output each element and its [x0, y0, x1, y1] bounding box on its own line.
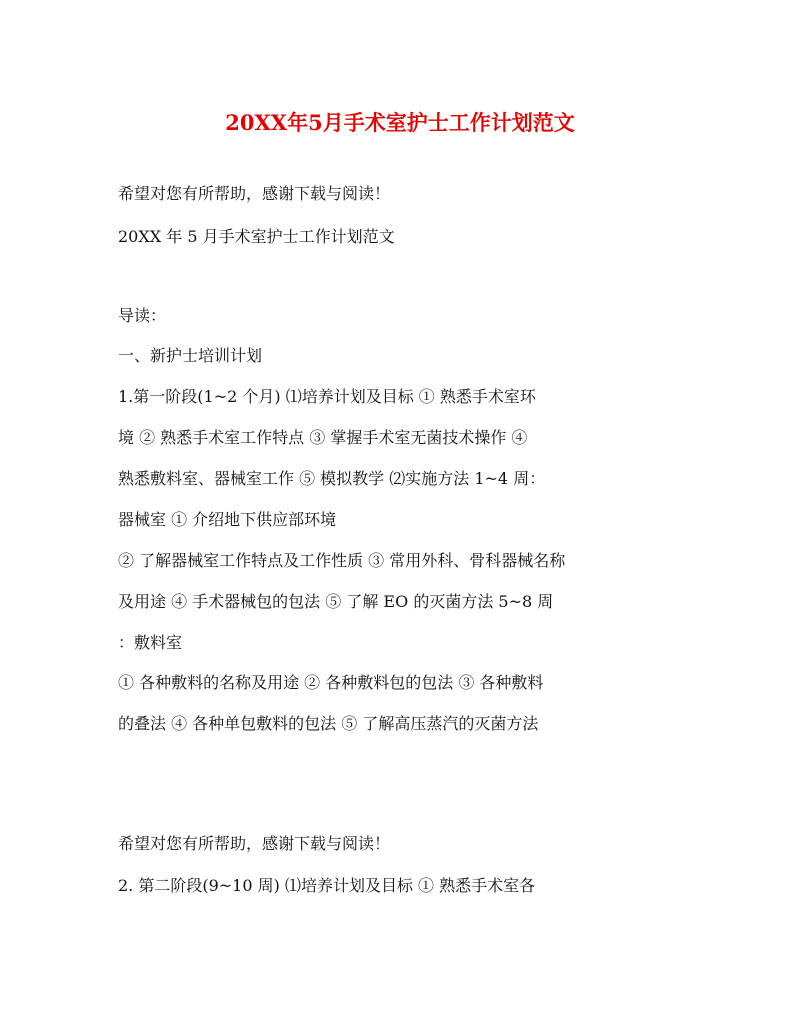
body-line-8: 器械室 ① 介绍地下供应部环境: [118, 510, 337, 529]
body-line-2: 20XX 年 5 月手术室护士工作计划范文: [118, 227, 395, 246]
body-line-7: 熟悉敷料室、器械室工作 ⑤ 模拟教学 ⑵实施方法 1~4 周：: [118, 469, 546, 488]
body-line-1: 希望对您有所帮助，感谢下载与阅读！: [118, 184, 391, 203]
body-line-9: ② 了解器械室工作特点及工作性质 ③ 常用外科、骨科器械名称: [118, 551, 566, 570]
body-line-5: 1.第一阶段(1~2 个月) ⑴培养计划及目标 ① 熟悉手术室环: [118, 387, 536, 406]
body-line-15: 2. 第二阶段(9~10 周) ⑴培养计划及目标 ① 熟悉手术室各: [118, 876, 536, 895]
body-line-12: ① 各种敷料的名称及用途 ② 各种敷料包的包法 ③ 各种敷料: [118, 673, 544, 692]
body-line-13: 的叠法 ④ 各种单包敷料的包法 ⑤ 了解高压蒸汽的灭菌方法: [118, 714, 539, 733]
body-line-4: 一、新护士培训计划: [118, 346, 263, 365]
body-line-14: 希望对您有所帮助，感谢下载与阅读！: [118, 834, 391, 853]
body-line-3: 导读：: [118, 306, 167, 325]
body-line-11: ：敷料室: [118, 633, 183, 652]
body-line-6: 境 ② 熟悉手术室工作特点 ③ 掌握手术室无菌技术操作 ④: [118, 428, 528, 447]
page-title: 20XX年5月手术室护士工作计划范文: [225, 110, 575, 135]
body-line-10: 及用途 ④ 手术器械包的包法 ⑤ 了解 EO 的灭菌方法 5~8 周: [118, 592, 554, 611]
